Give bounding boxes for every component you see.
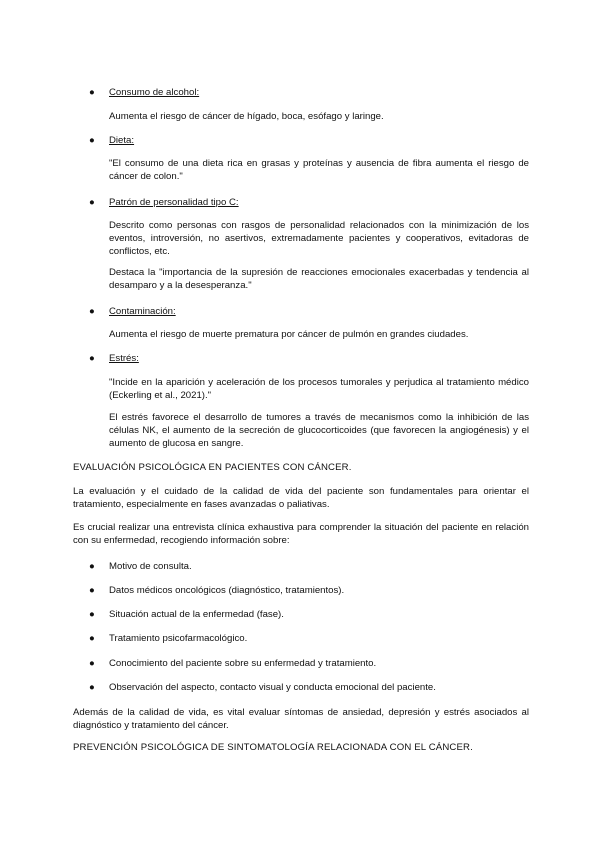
bullet-icon: ● (89, 306, 95, 317)
factor-text-alcohol: Aumenta el riesgo de cáncer de hígado, boca, esófago y laringe. (109, 111, 384, 122)
factor-text-diet: "El consumo de una dieta rica en grasas y proteínas y ausencia de fibra aumenta el riesgo de cáncer de colon." (109, 158, 529, 183)
factor-title-pollution: Contaminación: (109, 306, 176, 317)
bullet-icon: ● (89, 135, 95, 146)
factor-text-personality-2: Destaca la "importancia de la supresión de reacciones emocionales exacerbadas y tendencia al desamparo y a la desesperanza." (109, 267, 529, 292)
bullet-icon: ● (89, 197, 95, 208)
factor-text-stress-2: El estrés favorece el desarrollo de tumores a través de mecanismos como la inhibición de las células NK, el aumento de la secreción de glucocorticoides (que favorecen la angiogénesis) y el aumento de glucosa en sangre. (109, 412, 529, 450)
factor-title-stress: Estrés: (109, 353, 139, 364)
factor-title-alcohol: Consumo de alcohol: (109, 87, 200, 98)
list-item: Conocimiento del paciente sobre su enfermedad y tratamiento. (109, 658, 377, 669)
list-item: Motivo de consulta. (109, 561, 192, 572)
factor-text-pollution: Aumenta el riesgo de muerte prematura por cáncer de pulmón en grandes ciudades. (109, 329, 469, 340)
factor-text-personality-1: Descrito como personas con rasgos de personalidad relacionados con la minimización de los eventos, introversión, no asertivos, extremadamente pacientes y cooperativos, evitadoras de conflictos, etc. (109, 220, 529, 258)
list-item: Observación del aspecto, contacto visual y conducta emocional del paciente. (109, 682, 436, 693)
bullet-icon: ● (89, 561, 95, 572)
bullet-icon: ● (89, 585, 95, 596)
list-item: Datos médicos oncológicos (diagnóstico, tratamientos). (109, 585, 345, 596)
bullet-icon: ● (89, 609, 95, 620)
bullet-icon: ● (89, 658, 95, 669)
bullet-icon: ● (89, 87, 95, 98)
bullet-icon: ● (89, 633, 95, 644)
section-heading-prevention: PREVENCIÓN PSICOLÓGICA DE SINTOMATOLOGÍA RELACIONADA CON EL CÁNCER. (73, 742, 473, 753)
list-item: Tratamiento psicofarmacológico. (109, 633, 248, 644)
bullet-icon: ● (89, 353, 95, 364)
section-evaluation-paragraph-1: La evaluación y el cuidado de la calidad de vida del paciente son fundamentales para orientar el tratamiento, especialmente en fases avanzadas o paliativas. (73, 486, 529, 511)
factor-title-diet: Dieta: (109, 135, 135, 146)
section-heading-evaluation: EVALUACIÓN PSICOLÓGICA EN PACIENTES CON CÁNCER. (73, 462, 352, 473)
list-item: Situación actual de la enfermedad (fase). (109, 609, 284, 620)
section-evaluation-paragraph-3: Además de la calidad de vida, es vital evaluar síntomas de ansiedad, depresión y estrés asociados al diagnóstico y tratamiento del cáncer. (73, 707, 529, 732)
section-evaluation-paragraph-2: Es crucial realizar una entrevista clínica exhaustiva para comprender la situación del paciente en relación con su enfermedad, recogiendo información sobre: (73, 522, 529, 547)
factor-title-personality: Patrón de personalidad tipo C: (109, 197, 239, 208)
bullet-icon: ● (89, 682, 95, 693)
factor-text-stress-1: "Incide en la aparición y aceleración de los procesos tumorales y perjudica al tratamiento médico (Eckerling et al., 2021)." (109, 377, 529, 402)
